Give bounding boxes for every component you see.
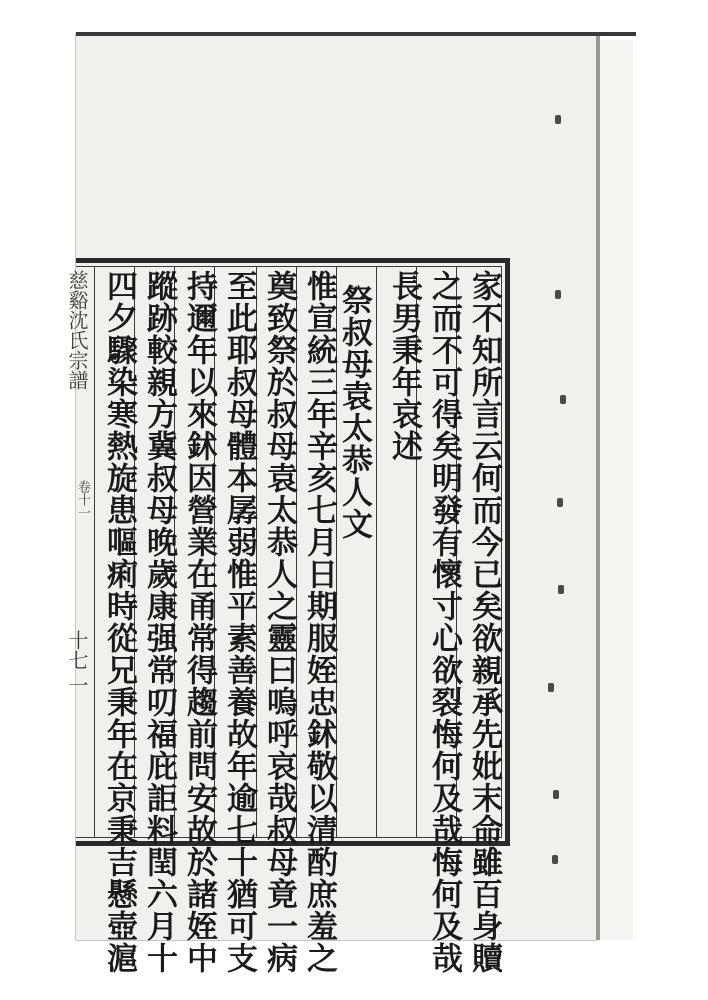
binding-hole-icon [560, 395, 566, 404]
text-column-2: 之而不可得矣明發有懷寸心欲裂悔何及哉悔何及哉 [426, 270, 462, 974]
binding-hole-icon [553, 790, 559, 799]
text-column-8: 至此耶叔母體本孱弱惟平素善養故年逾七十猶可支 [221, 270, 257, 974]
text-column-10: 蹤跡較親方冀叔母晚歲康强常叨福庇詎料閏六月十 [141, 270, 177, 974]
margin-volume: 卷十一 [75, 480, 90, 519]
page-top-edge [76, 32, 636, 36]
binding-hole-icon [558, 585, 564, 594]
margin-page-number: 十七 [65, 630, 89, 670]
margin-mark: 一 [65, 675, 89, 695]
binding-hole-icon [557, 498, 563, 507]
text-column-6: 惟宣統三年辛亥七月日期服姪忠鉥敬以清酌庶羞之 [301, 270, 337, 974]
margin-book-title: 慈谿沈氏宗譜 [65, 270, 89, 390]
text-column-5: 祭叔母袁太恭人文 [336, 284, 372, 540]
spine-shadow [596, 36, 600, 940]
text-column-7: 奠致祭於叔母袁太恭人之靈曰嗚呼哀哉叔母竟一病 [261, 270, 297, 974]
text-column-1: 家不知所言云何而今已矣欲親承先妣末命雖百身贖 [466, 270, 502, 974]
text-column-11: 四夕驟染寒熱旋患嘔痢時從兄秉年在京秉吉懸壺滬 [101, 270, 137, 974]
column-divider [94, 267, 95, 837]
binding-hole-icon [555, 115, 561, 124]
binding-hole-icon [555, 290, 561, 299]
text-column-3: 長男秉年哀述 [386, 270, 422, 462]
text-column-9: 持邇年以來鉥因營業在甬常得趨前問安故於諸姪中 [181, 270, 217, 974]
binding-hole-icon [552, 855, 558, 864]
binding-hole-icon [548, 683, 554, 692]
block-heart-margin [65, 270, 92, 836]
next-leaf-edge [598, 40, 633, 940]
